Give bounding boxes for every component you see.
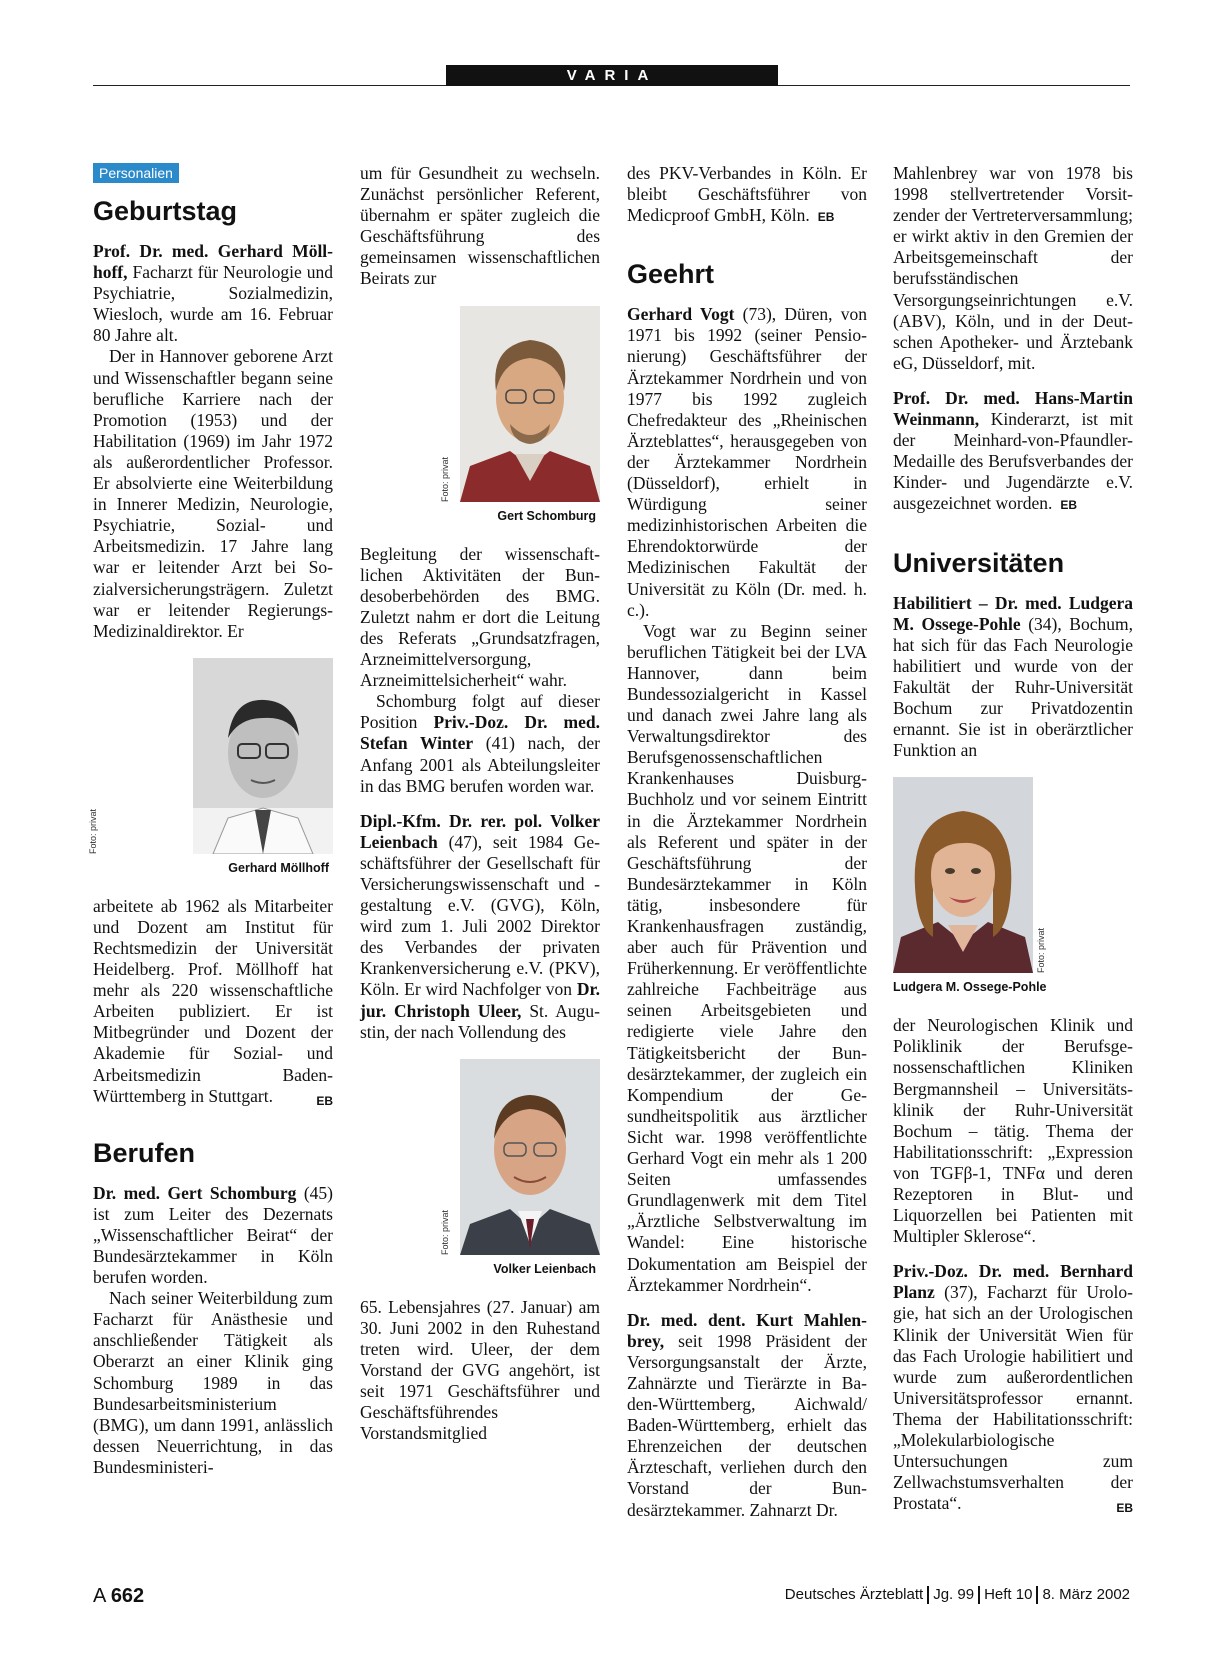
paragraph bbox=[93, 896, 333, 1107]
paragraph bbox=[627, 304, 867, 620]
portrait-image bbox=[193, 658, 333, 854]
separator bbox=[978, 1586, 980, 1604]
text: seit 1998 Präsident der Versorgungsanstalt der Ärzte, Zahnärzte und Tierärzte in Baden-Württemberg, Aichwald/ Baden-Württemberg, erhielt das Ehrenzeichen der deutschen Ärzteschaft, verliehen durch den Vorstand der Bundesärztekammer. Zahnarzt Dr. bbox=[627, 1330, 867, 1520]
photo-caption: Gert Schomburg bbox=[497, 508, 596, 523]
person-name: Dipl.-Kfm. Dr. rer. pol. Volker Leienbach bbox=[360, 810, 600, 852]
journal-volume: Jg. 99 bbox=[933, 1586, 975, 1603]
paragraph: Mahlenbrey war von 1978 bis 1998 stellvertretender Vorsitzender der Vertreterversammlung; er wirkt aktiv in den Gremien der Arbeitsgemeinschaft der berufsständischen Versorgungseinrichtungen e.V. (ABV), Köln, und in der Deutschen Apotheker- und Ärztebank eG, Düsseldorf, mit. bbox=[893, 163, 1133, 373]
author-mark: EB bbox=[817, 210, 835, 225]
photo-credit: Foto: privat bbox=[1036, 928, 1046, 974]
column-1 bbox=[88, 163, 333, 1478]
text: (73), Düren, von 1971 bis 1992 (seiner Pensionierung) Geschäftsführer der Ärztekammer Nordrhein und von 1977 bis 1992 zugleich Chefredakteur des „Rheinischen Ärzteblattes“, herausgegeben von der Ärztekammer Nordrhein (Düsseldorf), erhielt in Würdigung seiner medizinhistorischen Arbeiten die Ehrendoktorwürde der Medizinischen Fakultät der Universität zu Köln (Dr. med. h. c.). bbox=[627, 304, 867, 620]
person-name: Gerhard Vogt bbox=[627, 304, 735, 325]
text: des PKV-Verbandes in Köln. Er bleibt Geschäftsführer von Medicproof GmbH, Köln. bbox=[627, 163, 867, 226]
paragraph bbox=[627, 1310, 867, 1521]
column-3 bbox=[627, 163, 867, 1521]
author-mark: EB bbox=[1060, 498, 1078, 513]
heading-universitaeten: Universitäten bbox=[893, 547, 1065, 578]
paragraph bbox=[360, 691, 600, 796]
section-tag: VARIA bbox=[446, 65, 778, 86]
author-mark: EB bbox=[1116, 1501, 1133, 1516]
paragraph: der Neurologischen Klinik und Poliklinik der Berufsgenossenschaftlichen Kliniken Bergmannsheil – Universitätsklinik der Ruhr-Universität Bochum – tätig. Thema der Habilitationsschrift: „Expression von TGFβ-1, TNFα und deren Rezeptoren in Blut- und Liquorzellen bei Patienten mit Multipler Sklerose“. bbox=[893, 1015, 1133, 1247]
person-name: Dr. med. Gert Schomburg bbox=[93, 1182, 297, 1203]
person-name: Priv.-Doz. Dr. med. Bernhard Planz bbox=[893, 1261, 1133, 1303]
paragraph: 65. Lebensjahres (27. Januar) am 30. Juni 2002 in den Ruhestand treten wird. Uleer, der dem Vorstand der GVG angehört, ist seit 1971 Geschäftsführer und Geschäftsführendes Vorstandsmitglied bbox=[360, 1296, 600, 1444]
heading-berufen: Berufen bbox=[93, 1137, 196, 1168]
separator bbox=[1036, 1586, 1038, 1604]
text: (41) nach, der Anfang 2001 als Abteilungsleiter in das BMG berufen worden war. bbox=[360, 733, 600, 796]
paragraph bbox=[360, 811, 600, 1043]
text: Schomburg folgt auf dieser Position bbox=[360, 691, 600, 733]
paragraph bbox=[93, 241, 333, 346]
text: (37), Facharzt für Urologie, hat sich an der Urologischen Klinik der Universität Wien für das Fach Urologie habilitiert und wurde zum außerordentlichen Universitätsprofessor ernannt. Thema der Habilitationsschrift: „Molekularbiologische Untersuchungen zum Zellwachstumsverhalten der Prostata“. bbox=[893, 1282, 1133, 1514]
paragraph bbox=[893, 1261, 1133, 1514]
photo-credit: Foto: privat bbox=[440, 456, 450, 502]
rubric-badge: Personalien bbox=[93, 163, 179, 183]
paragraph: Begleitung der wissenschaftlichen Aktivitäten der Bundesoberbehörden des BMG. Zuletzt nahm er dort die Leitung des Referats „Grundsatzfragen, Arzneimittelversorgung, Arzneimittelsicherheit“ wahr. bbox=[360, 543, 600, 691]
journal-date: 8. März 2002 bbox=[1042, 1586, 1130, 1603]
photo-leienbach bbox=[360, 1059, 600, 1283]
paragraph: Vogt war zu Beginn seiner beruflichen Tätigkeit bei der LVA Hannover, dann beim Bundessozialgericht in Kassel und danach zwei Jahre lang als Verwaltungsdirektor des Berufsgenossenschaftlichen Krankenhauses Duisburg-Buchholz und vor seinem Eintritt in die Ärztekammer Nordrhein als Referent und später in der Geschäftsführung der Bundesärztekammer in Köln tätig, insbesondere für Krankenhausfragen zuständig, aber auch für Prävention und Früherkennung. Er veröffentlichte zahlreiche Fachbeiträge aus seinen Arbeitsgebieten und redigierte viele Jahre den Tätigkeitsbericht der Bundesärztekammer, der zugleich ein Kompendium der Gesundheitspolitik aus ärztlicher Sicht war. 1998 veröffentlichte Gerhard Vogt ein mehr als 1 200 Seiten umfassendes Grundlagenwerk mit dem Titel „Ärztliche Selbstverwaltung im Wandel: Eine historische Dokumentation am Beispiel der Ärztekammer Nordrhein“. bbox=[627, 620, 867, 1295]
person-name: Dr. med. dent. Kurt Mahlenbrey, bbox=[627, 1309, 867, 1351]
portrait-image bbox=[460, 1059, 600, 1255]
paragraph: um für Gesundheit zu wechseln. Zunächst persönlicher Referent, übernahm er später zugleich die Geschäftsführung des gemeinsamen wissenschaftlichen Beirats zur bbox=[360, 163, 600, 289]
page-number-value: 662 bbox=[110, 1585, 145, 1607]
person-name: Priv.-Doz. Dr. med. Stefan Winter bbox=[360, 712, 600, 754]
paragraph: Der in Hannover geborene Arzt und Wissenschaftler begann seine berufliche Karriere nach der Promotion (1953) und der Habilitation (1969) im Jahr 1972 als außerordentlicher Professor. Er absolvierte eine Weiterbildung in Innerer Medizin, Neurologie, Psychiatrie, Sozial- und Arbeitsmedizin. 17 Jahre lang war er leitender Arzt bei Sozialversicherungsträgern. Zuletzt war er leitender Regierungs-Medizinaldirektor. Er bbox=[93, 346, 333, 641]
page-number bbox=[93, 1585, 144, 1608]
text: (45) ist zum Leiter des Dezernats „Wissenschaftlicher Beirat“ der Bundesärztekammer in Köln berufen worden. bbox=[93, 1182, 333, 1288]
photo-caption: Ludgera M. Ossege-Pohle bbox=[893, 980, 1047, 995]
author-mark: EB bbox=[316, 1093, 333, 1108]
photo-schomburg bbox=[360, 306, 600, 530]
text: (47), seit 1984 Geschäftsführer der Gesellschaft für Versicherungswissenschaft und -gestaltung e.V. (GVG), Köln, wird zum 1. Juli 2002 Direktor des Verbandes der privaten Krankenversicherung e.V. (PKV), Köln. Er wird Nachfolger von bbox=[360, 831, 600, 1000]
heading-geburtstag: Geburtstag bbox=[93, 196, 238, 226]
portrait-image bbox=[460, 306, 600, 502]
photo-credit: Foto: privat bbox=[440, 1209, 450, 1255]
person-name: Prof. Dr. med. Hans-Martin Weinmann, bbox=[893, 387, 1133, 430]
heading-geehrt: Geehrt bbox=[627, 259, 715, 290]
paragraph bbox=[627, 163, 867, 228]
photo-moellhoff bbox=[88, 658, 333, 882]
journal-issue: Heft 10 bbox=[984, 1586, 1033, 1603]
text: (34), Bochum, hat sich für das Fach Neurologie habilitiert und wurde von der Fakultät der Ruhr-Universität Bochum zur Privatdozentin ernannt. Sie ist in oberärztlicher Funktion an bbox=[893, 613, 1133, 761]
paragraph: Nach seiner Weiterbildung zum Facharzt für Anästhesie und anschließender Tätigkeit als Oberarzt an einer Klinik ging Schomburg 1989 in das Bundesarbeitsministerium (BMG), um dann 1991, anlässlich dessen Neuerrichtung, in das Bundesministeri- bbox=[93, 1288, 333, 1477]
portrait-image bbox=[893, 777, 1033, 973]
column-4 bbox=[893, 163, 1133, 1519]
text: arbeitete ab 1962 als Mitarbeiter und Dozent am Institut für Rechtsmedizin der Universität Heidelberg. Prof. Möllhoff hat mehr als 220 wissenschaftliche Arbeiten publiziert. Er ist Mitbegründer und Dozent der Akademie für Sozial- und Arbeitsmedizin Baden-Württemberg in Stuttgart. bbox=[93, 895, 333, 1106]
paragraph bbox=[893, 593, 1133, 762]
photo-credit: Foto: privat bbox=[88, 808, 98, 854]
photo-caption: Gerhard Möllhoff bbox=[228, 860, 329, 875]
journal-name: Deutsches Ärzteblatt bbox=[784, 1586, 924, 1603]
journal-citation bbox=[785, 1586, 1130, 1604]
person-name: Habilitiert – Dr. med. Ludgera M. Ossege-Pohle bbox=[893, 592, 1133, 634]
column-2 bbox=[360, 163, 600, 1444]
text: Facharzt für Neurologie und Psychiatrie, Sozialmedizin, Wiesloch, wurde am 16. Februar 80 Jahre alt. bbox=[93, 262, 333, 346]
separator bbox=[927, 1586, 929, 1604]
page-prefix: A bbox=[93, 1585, 106, 1607]
text: Kinderarzt, ist mit der Meinhard-von-Pfaundler-Medaille des Berufsverbandes der Kinder- und Jugendärzte e.V. ausgezeichnet worden. bbox=[893, 409, 1133, 514]
person-name: Dr. jur. Christoph Uleer, bbox=[360, 979, 600, 1021]
paragraph bbox=[93, 1183, 333, 1288]
person-name: Prof. Dr. med. Gerhard Möllhoff, bbox=[93, 241, 333, 283]
paragraph bbox=[893, 388, 1133, 517]
text: St. Augustin, der nach Vollendung des bbox=[360, 1000, 600, 1042]
photo-caption: Volker Leienbach bbox=[493, 1261, 596, 1276]
photo-ossege-pohle bbox=[893, 777, 1133, 1001]
